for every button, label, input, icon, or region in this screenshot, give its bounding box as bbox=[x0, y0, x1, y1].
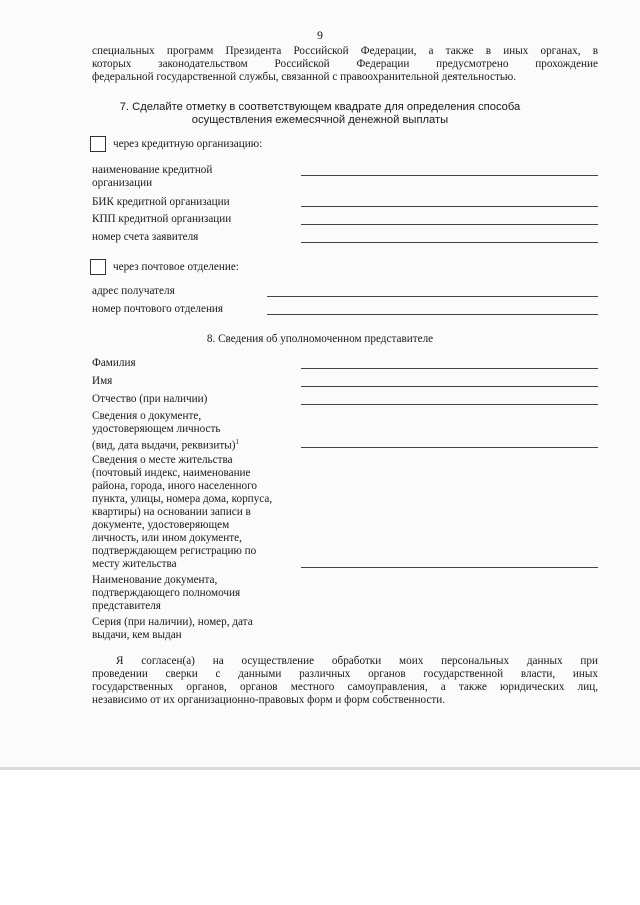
recipient-address-field[interactable] bbox=[267, 296, 598, 297]
document-series-label: Серия (при наличии), номер, дата выдачи, кем выдан bbox=[92, 616, 253, 641]
intro-line: специальных программ Президента Российской Федерации, а также в иных органах, в bbox=[92, 45, 598, 57]
consent-line: независимо от их организационно-правовых форм и форм собственности. bbox=[92, 694, 446, 706]
credit-organization-option-label: через кредитную организацию: bbox=[113, 138, 263, 150]
first-name-field[interactable] bbox=[301, 386, 598, 387]
bank-name-label: наименование кредитной организации bbox=[92, 164, 213, 189]
kpp-field[interactable] bbox=[301, 224, 598, 225]
patronymic-field[interactable] bbox=[301, 404, 598, 405]
identity-document-field[interactable] bbox=[301, 447, 598, 448]
post-office-option-label: через почтовое отделение: bbox=[113, 261, 239, 273]
bank-name-field[interactable] bbox=[301, 175, 598, 176]
account-number-label: номер счета заявителя bbox=[92, 231, 199, 243]
consent-line: государственных органов, органов местного самоуправления, а также юридических лиц, bbox=[92, 681, 598, 693]
bik-label: БИК кредитной организации bbox=[92, 196, 230, 208]
credit-organization-checkbox[interactable] bbox=[90, 136, 106, 152]
intro-line: федеральной государственной службы, связанной с правоохранительной деятельностью. bbox=[92, 71, 517, 83]
surname-field[interactable] bbox=[301, 368, 598, 369]
recipient-address-label: адрес получателя bbox=[92, 285, 175, 297]
consent-paragraph bbox=[92, 655, 598, 707]
account-number-field[interactable] bbox=[301, 242, 598, 243]
first-name-label: Имя bbox=[92, 375, 113, 387]
consent-line: Я согласен(а) на осуществление обработки моих персональных данных при bbox=[116, 655, 598, 667]
surname-label: Фамилия bbox=[92, 357, 136, 369]
residence-field[interactable] bbox=[301, 567, 598, 568]
section7-heading-line1: 7. Сделайте отметку в соответствующем квадрате для определения способа bbox=[119, 101, 521, 113]
authority-document-label: Наименование документа, подтверждающего полномочия представителя bbox=[92, 574, 241, 612]
post-office-checkbox[interactable] bbox=[90, 259, 106, 275]
section7-heading-line2: осуществления ежемесячной денежной выплаты bbox=[191, 114, 449, 126]
page-edge bbox=[0, 767, 640, 770]
consent-line: проведении сверки с данными различных органов государственной власти, иных bbox=[92, 668, 598, 680]
intro-paragraph bbox=[92, 45, 598, 84]
patronymic-label: Отчество (при наличии) bbox=[92, 393, 208, 405]
post-office-number-label: номер почтового отделения bbox=[92, 303, 224, 315]
bik-field[interactable] bbox=[301, 206, 598, 207]
footnote-mark: 1 bbox=[235, 438, 239, 446]
section8-heading: 8. Сведения об уполномоченном представителе bbox=[206, 333, 434, 345]
residence-label: Сведения о месте жительства (почтовый индекс, наименование района, города, иного населенного пункта, улицы, номера дома, корпуса, квартиры) на основании записи в документе, удостоверяющем личность, или ином документе, подтверждающем регистрацию по месту жительства bbox=[92, 454, 273, 570]
intro-line: которых законодательством Российской Федерации предусмотрено прохождение bbox=[92, 58, 598, 70]
kpp-label: КПП кредитной организации bbox=[92, 213, 232, 225]
post-office-number-field[interactable] bbox=[267, 314, 598, 315]
identity-document-label: Сведения о документе, удостоверяющем личность (вид, дата выдачи, реквизиты)$^1$ bbox=[92, 410, 239, 452]
page-number: 9 bbox=[317, 28, 323, 42]
